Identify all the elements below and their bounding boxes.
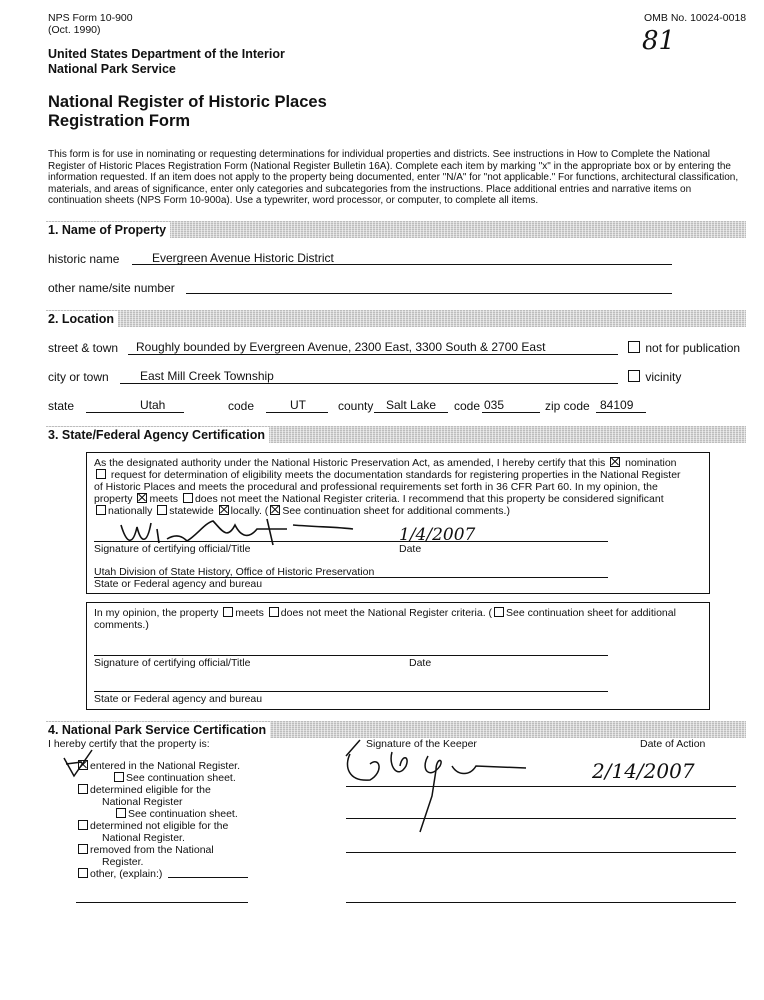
county-code-line [482, 412, 540, 413]
state-field[interactable]: Utah [140, 398, 166, 412]
locally-label: locally. ( [230, 505, 269, 517]
opinion-date-label: Date [409, 657, 432, 669]
state-certification-box [86, 452, 710, 594]
street-line [128, 354, 618, 355]
see-continuation-2-checkbox[interactable] [116, 808, 126, 818]
opinion-line-2: comments.) [94, 619, 149, 631]
service-name: National Park Service [48, 62, 176, 76]
checkmark-icon [62, 748, 98, 778]
cert-line-4 [94, 493, 664, 506]
option-see-continuation-1[interactable] [112, 772, 236, 785]
state-line [86, 412, 184, 413]
removed-label-2: Register. [102, 856, 144, 868]
option-not-eligible[interactable] [76, 820, 228, 833]
opinion-line-1 [94, 607, 676, 620]
form-number: NPS Form 10-900 [48, 12, 133, 24]
opinion-meets-checkbox[interactable] [223, 607, 233, 617]
keeper-line-1 [346, 786, 736, 787]
nps-certify-intro: I hereby certify that the property is: [48, 738, 210, 750]
city-label: city or town [48, 370, 109, 384]
agency-label: State or Federal agency and bureau [94, 578, 263, 590]
state-code-field[interactable]: UT [290, 398, 306, 412]
section-1-header [46, 221, 746, 238]
see-continuation-checkbox[interactable] [270, 505, 280, 515]
other-label: other, (explain:) [90, 868, 163, 880]
keeper-line-4 [346, 902, 736, 903]
county-code-field[interactable]: 035 [484, 398, 505, 412]
cert-line-2 [94, 469, 681, 482]
see-continuation-1-label: See continuation sheet. [126, 772, 236, 784]
entered-label: entered in the National Register. [90, 760, 241, 772]
instructions-line: materials, and areas of significance, enter only categories and subcategories from the instructions. Place additional entries and narrative items on [48, 183, 692, 195]
instructions-line: information requested. If an item does not apply to the property being documented, enter "N/A" for "not applicable." For functions, architectural classification, [48, 172, 739, 183]
section-1-title: 1. Name of Property [46, 222, 170, 239]
not-eligible-label: determined not eligible for the [90, 820, 229, 832]
option-other[interactable] [76, 868, 162, 881]
county-field[interactable]: Salt Lake [386, 398, 437, 412]
does-not-meet-label: does not meet the National Register criteria. I recommend that this property be considered significant [194, 493, 664, 505]
eligible-label-2: National Register [102, 796, 183, 808]
option-entered[interactable] [76, 760, 240, 773]
not-for-publication-option[interactable] [626, 341, 740, 355]
section-2-title: 2. Location [46, 311, 118, 328]
see-continuation-1-checkbox[interactable] [114, 772, 124, 782]
opinion-agency-line [94, 691, 608, 692]
street-field[interactable]: Roughly bounded by Evergreen Avenue, 2300 East, 3300 South & 2700 East [136, 340, 546, 354]
handwritten-number: 81 [642, 26, 676, 56]
locally-checkbox[interactable] [219, 505, 229, 515]
department-name: United States Department of the Interior [48, 47, 285, 61]
zip-field[interactable]: 84109 [600, 398, 634, 412]
nomination-checkbox[interactable] [610, 457, 620, 467]
see-continuation-2-label: See continuation sheet. [128, 808, 238, 820]
nationally-checkbox[interactable] [96, 505, 106, 515]
zip-line [596, 412, 646, 413]
historic-name-field[interactable]: Evergreen Avenue Historic District [152, 251, 334, 265]
instructions-paragraph [48, 149, 748, 207]
removed-label: removed from the National [90, 844, 214, 856]
state-code-line [266, 412, 328, 413]
meets-label: meets [149, 493, 179, 505]
city-line [120, 383, 618, 384]
agency-field[interactable]: Utah Division of State History, Office of Historic Preservation [94, 566, 375, 578]
eligible-checkbox[interactable] [78, 784, 88, 794]
section-3-header [46, 426, 746, 443]
certification-date[interactable]: 1/4/2007 [399, 525, 476, 545]
not-for-publication-label: not for publication [645, 341, 741, 355]
opinion-does-not-meet-checkbox[interactable] [269, 607, 279, 617]
cert-line-3: of Historic Places and meets the procedural and professional requirements set forth in 36 CFR Part 60. In my opinion, the [94, 481, 658, 493]
county-line [374, 412, 448, 413]
statewide-checkbox[interactable] [157, 505, 167, 515]
instructions-line: continuation sheets (NPS Form 10-900a). Use a typewriter, word processor, or computer, to complete all items. [48, 195, 539, 206]
form-date: (Oct. 1990) [48, 24, 101, 36]
other-name-line [186, 293, 672, 294]
county-code-label: code [454, 399, 481, 413]
opinion-continuation-checkbox[interactable] [494, 607, 504, 617]
date-label: Date [399, 543, 422, 555]
opinion-text: In my opinion, the property [94, 607, 219, 619]
zip-label: zip code [545, 399, 590, 413]
city-field[interactable]: East Mill Creek Township [140, 369, 274, 383]
street-label: street & town [48, 341, 119, 355]
signature-label: Signature of certifying official/Title [94, 543, 251, 555]
signature-line [94, 541, 608, 542]
instructions-line: This form is for use in nominating or requesting determinations for individual properties and districts. See instructions in How to Complete the National [48, 149, 710, 160]
eligibility-request-checkbox[interactable] [96, 469, 106, 479]
cert-text: As the designated authority under the National Historic Preservation Act, as amended, I hereby certify that this [94, 457, 606, 469]
state-code-label: code [228, 399, 255, 413]
vicinity-label: vicinity [645, 370, 682, 384]
state-label: state [48, 399, 75, 413]
county-label: county [338, 399, 374, 413]
does-not-meet-checkbox[interactable] [183, 493, 193, 503]
form-title: National Register of Historic Places [48, 93, 327, 111]
vicinity-option[interactable] [626, 370, 681, 384]
not-eligible-label-2: National Register. [102, 832, 185, 844]
cert-line-1 [94, 457, 706, 470]
date-of-action-label: Date of Action [640, 738, 706, 750]
cert-text: property [94, 493, 133, 505]
other-explain-line [168, 877, 248, 878]
vicinity-checkbox[interactable] [628, 370, 640, 382]
see-continuation-label: See continuation sheet for additional comments.) [282, 505, 510, 517]
other-checkbox[interactable] [78, 868, 88, 878]
removed-checkbox[interactable] [78, 844, 88, 854]
option-removed[interactable] [76, 844, 214, 857]
other-explain-line-2 [76, 902, 248, 903]
other-name-label: other name/site number [48, 281, 175, 295]
opinion-meets-label: meets [235, 607, 264, 619]
date-of-action-field[interactable]: 2/14/2007 [592, 759, 695, 783]
eligible-label: determined eligible for the [90, 784, 211, 796]
option-see-continuation-2[interactable] [114, 808, 238, 821]
opinion-signature-label: Signature of certifying official/Title [94, 657, 251, 669]
omb-number: OMB No. 10024-0018 [644, 12, 747, 24]
opinion-agency-label: State or Federal agency and bureau [94, 693, 263, 705]
cert-text: request for determination of eligibility meets the documentation standards for registering properties in the National Register [110, 469, 681, 481]
statewide-label: statewide [169, 505, 214, 517]
form-subtitle: Registration Form [48, 112, 191, 130]
opinion-signature-line [94, 655, 608, 656]
nomination-label: nomination [625, 457, 677, 469]
meets-checkbox[interactable] [137, 493, 147, 503]
nationally-label: nationally [108, 505, 153, 517]
section-2-header [46, 310, 746, 327]
instructions-line: Register of Historic Places Registration Form (National Register Bulletin 16A). Complete each item by marking "x" in the appropriate box or by entering the [48, 160, 731, 172]
not-eligible-checkbox[interactable] [78, 820, 88, 830]
opinion-continuation-label: See continuation sheet for additional [506, 607, 676, 619]
option-eligible[interactable] [76, 784, 211, 797]
keeper-line-3 [346, 852, 736, 853]
keeper-signature-label: Signature of the Keeper [366, 738, 477, 750]
keeper-line-2 [346, 818, 736, 819]
section-4-title: 4. National Park Service Certification [46, 722, 270, 739]
opinion-does-not-meet-label: does not meet the National Register criteria. ( [280, 607, 493, 619]
section-3-title: 3. State/Federal Agency Certification [46, 427, 269, 444]
historic-name-label: historic name [48, 252, 120, 266]
not-for-publication-checkbox[interactable] [628, 341, 640, 353]
opinion-box [86, 602, 710, 710]
